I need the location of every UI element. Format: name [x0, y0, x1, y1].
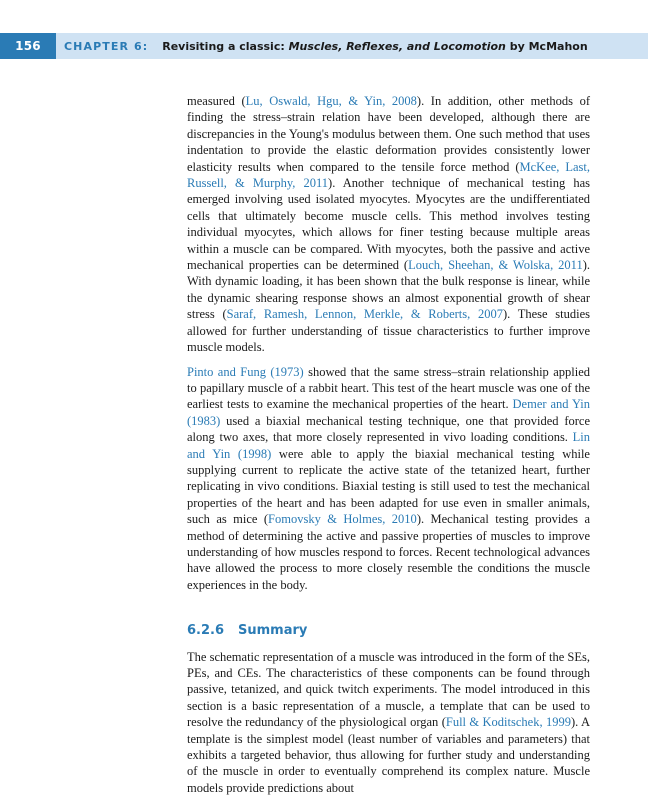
section-title: Summary — [238, 623, 308, 639]
chapter-title-suffix: by McMahon — [509, 39, 588, 53]
text-run: ). A template is the simplest model (least number of variables and parameters) that exhibits a targeted behavior, thus allowing for further study and understanding of the muscle in order to eventually comprehend its complex nature. Muscle models provide predictions about — [187, 715, 591, 795]
text-run: were able to apply the biaxial mechanical testing while supplying current to replicate the active state of the tetanized heart, further replicating in vivo conditions. Biaxial testing is still used to test the mechanical properties of the heart and has been adapted for use even in smaller animals, such as mice ( — [187, 446, 590, 527]
text-run: ). With dynamic loading, it has been shown that the bulk response is linear, while the dynamic shearing response shows an almost exponential growth of shear stress ( — [187, 258, 590, 322]
paragraph-3 — [187, 649, 590, 797]
chapter-label: CHAPTER 6: — [64, 39, 149, 53]
section-number: 6.2.6 — [187, 623, 225, 639]
citation-link[interactable]: Lin and Yin (1998) — [187, 430, 590, 461]
chapter-title-prefix: Revisiting a classic: — [162, 39, 285, 53]
chapter-title-italic: Muscles, Reflexes, and Locomotion — [288, 39, 506, 53]
citation-link[interactable]: Saraf, Ramesh, Lennon, Merkle, & Roberts, 2007 — [226, 307, 503, 322]
citation-link[interactable]: Lu, Oswald, Hgu, & Yin, 2008 — [245, 94, 417, 108]
paragraph-2 — [187, 364, 590, 594]
citation-link[interactable]: Demer and Yin (1983) — [187, 397, 591, 428]
text-run: used a biaxial mechanical testing technique, one that provided force along two axes, that more closely represented in vivo loading conditions. — [187, 413, 590, 445]
citation-link[interactable]: Pinto and Fung (1973) — [187, 364, 304, 379]
citation-link[interactable]: Louch, Sheehan, & Wolska, 2011 — [408, 258, 583, 273]
text-run: measured ( — [187, 94, 246, 108]
text-run: The schematic representation of a muscle was introduced in the form of the SEs, PEs, and CEs. The characteristics of these components can be found through passive, tetanized, and quick twitch experiments. The model introduced in this section is a basic representation of a muscle, a template that can be used to resolve the redundancy of the physiological organ ( — [187, 649, 590, 730]
body-text — [187, 93, 590, 796]
text-run: ). Mechanical testing provides a method of determining the active and passive properties of muscles to improve understanding of how muscles respond to forces. Recent technological advances have allowed the process to more closely resemble the conditions the muscle experiences in the body. — [187, 512, 590, 592]
running-header — [0, 33, 648, 59]
text-run: ). These studies allowed for further understanding of tissue characteristics to further improve muscle models. — [187, 307, 590, 355]
text-run: ). In addition, other methods of finding the stress–strain relation have been developed, although there are discrepancies in the Young's modulus between them. One such method that uses indentation to provide the elastic deformation provides consistently lower elasticity results when compared to the tensile force method ( — [187, 94, 591, 174]
chapter-title — [162, 40, 587, 53]
text-run: ). Another technique of mechanical testing has emerged involving used isolated myocytes. Myocytes are the undifferentiated cells that ultimately become muscle cells. This method involves testing individual myocytes, which allows for finer testing because multiple areas within a muscle can be compared. With myocytes, both the passive and active mechanical properties can be determined ( — [187, 176, 590, 273]
section-heading — [187, 623, 590, 639]
paragraph-1 — [187, 93, 590, 356]
citation-link[interactable]: Fomovsky & Holmes, 2010 — [268, 512, 417, 527]
text-run: showed that the same stress–strain relationship applied to papillary muscle of a rabbit heart. This test of the heart muscle was one of the earliest tests to examine the mechanical properties of the heart. — [187, 364, 590, 412]
page-number: 156 — [0, 33, 56, 59]
citation-link[interactable]: Full & Koditschek, 1999 — [445, 715, 571, 730]
citation-link[interactable]: McKee, Last, Russell, & Murphy, 2011 — [187, 159, 590, 191]
